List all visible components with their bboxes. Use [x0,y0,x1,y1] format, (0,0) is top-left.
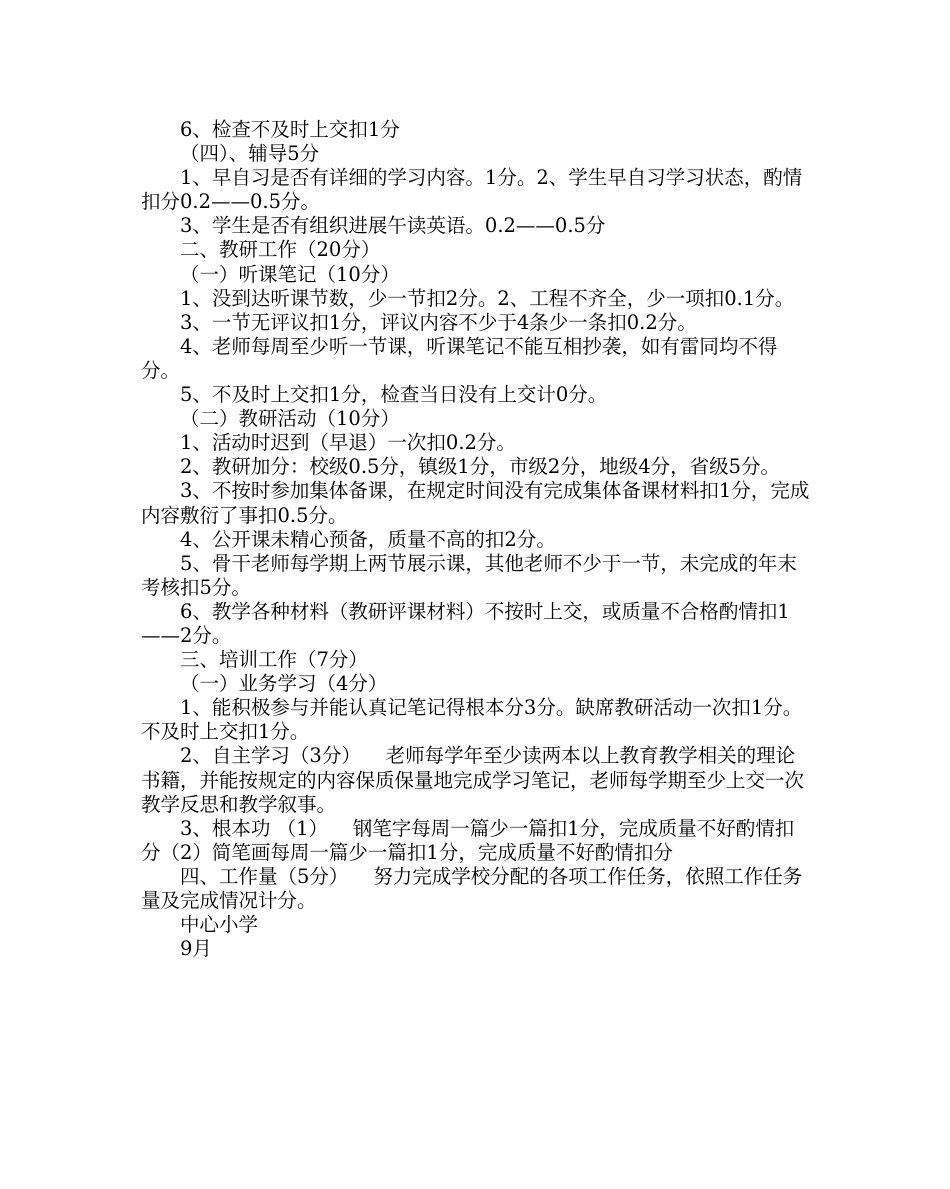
rule-item-noon-english: 3、学生是否有组织进展午读英语。0.2——0.5分 [180,214,606,238]
section-4-tutoring-heading: （四）、辅导5分 [180,142,320,166]
rule-item-late-submit: 5、不及时上交扣1分，检查当日没有上交计0分。 [180,383,608,407]
rule-item-open-class: 4、公开课未精心预备，质量不高的扣2分。 [180,527,556,551]
section-teaching-research-heading: 二、教研工作（20分） [180,238,381,262]
section-workload-heading: 四、工作量（5分） 努力完成学校分配的各项工作任务，依照工作任务量及完成情况计分。 [141,864,803,912]
rule-item-bonus-points: 2、教研加分：校级0.5分，镇级1分，市级2分，地级4分，省级5分。 [180,455,781,479]
rule-item-demo-lessons: 5、骨干老师每学期上两节展示课，其他老师不少于一节，未完成的年末考核扣5分。 [141,551,797,599]
section-training-heading: 三、培训工作（7分） [180,648,368,672]
rule-item-group-preparation: 3、不按时参加集体备课，在规定时间没有完成集体备课材料扣1分，完成内容敷衍了事扣0.5分。 [141,479,810,527]
rule-item-comments: 3、一节无评议扣1分，评议内容不少于4条少一条扣0.2分。 [180,310,697,334]
rule-item-6-submit: 6、检查不及时上交扣1分 [180,118,400,141]
subsection-business-study-heading: （一）业务学习（4分） [180,672,388,696]
subsection-research-activity-heading: （二）教研活动（10分） [180,407,400,431]
rule-item-weekly-listening: 4、老师每周至少听一节课，听课笔记不能互相抄袭，如有雷同均不得分。 [141,334,778,382]
signature-date: 9月 [180,937,212,961]
rule-item-lesson-count: 1、没到达听课节数，少一节扣2分。2、工程不齐全，少一项扣0.1分。 [180,286,795,310]
rule-item-participation: 1、能积极参与并能认真记笔记得根本分3分。缺席教研活动一次扣1分。不及时上交扣1分。 [141,696,803,744]
rule-item-morning-study: 1、早自习是否有详细的学习内容。1分。2、学生早自习学习状态，酌情扣分0.2——0.5分。 [141,166,803,214]
rule-item-lateness: 1、活动时迟到（早退）一次扣0.2分。 [180,431,516,455]
document-body [141,118,813,961]
rule-item-self-study: 2、自主学习（3分） 老师每学年至少读两本以上教育教学相关的理论书籍，并能按规定的内容保质保量地完成学习笔记，老师每学期至少上交一次教学反思和教学叙事。 [141,744,805,816]
subsection-lecture-notes-heading: （一）听课笔记（10分） [180,262,400,286]
signature-school-name: 中心小学 [180,913,259,937]
rule-item-materials: 6、教学各种材料（教研评课材料）不按时上交，或质量不合格酌情扣1——2分。 [141,599,790,647]
rule-item-basic-skills: 3、根本功 （1） 钢笔字每周一篇少一篇扣1分，完成质量不好酌情扣分（2）简笔画每周一篇少一篇扣1分，完成质量不好酌情扣分 [141,816,795,864]
